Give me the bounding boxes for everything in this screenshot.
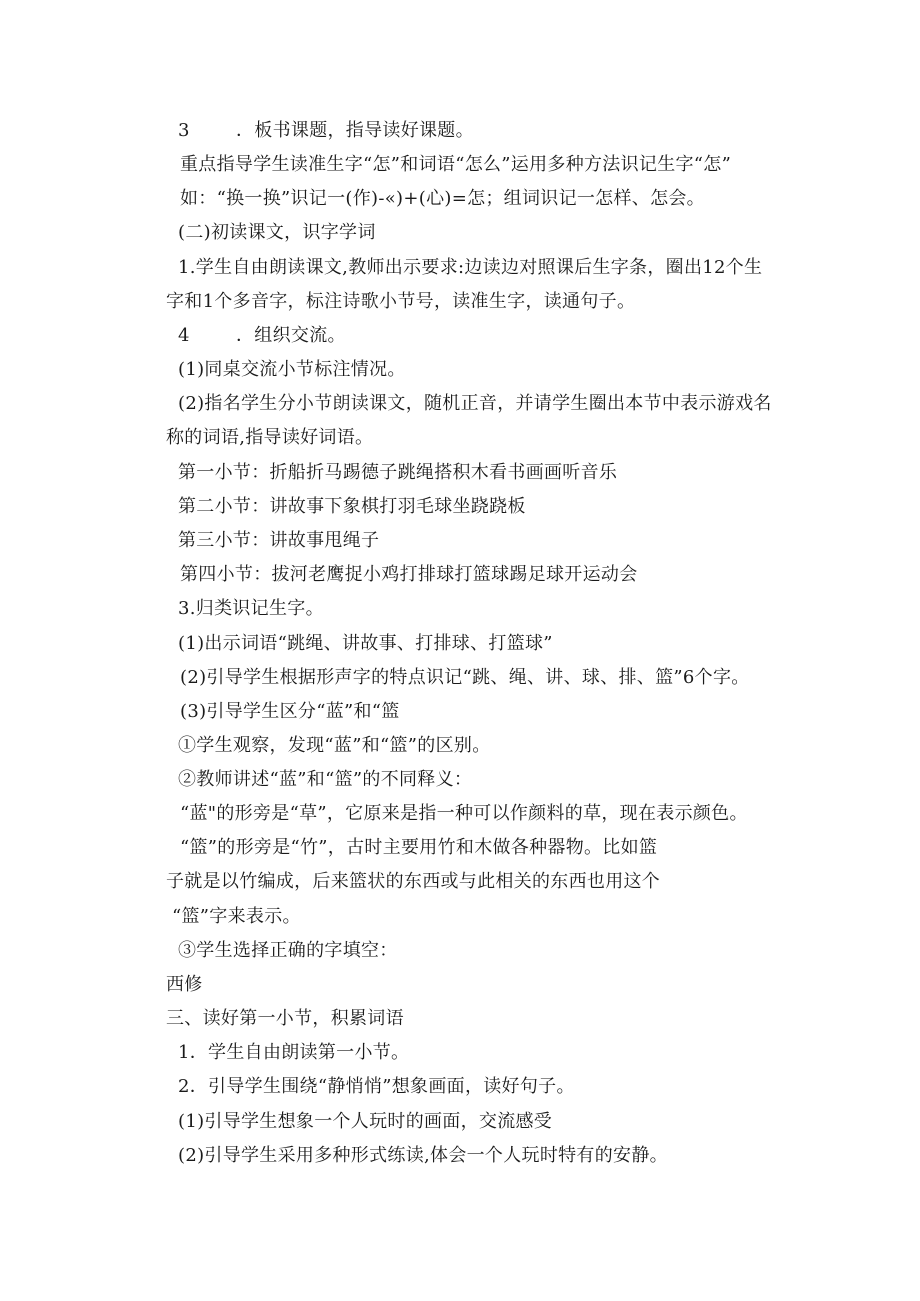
list-item: ②教师讲述“蓝”和“篮”的不同释义： [178, 769, 473, 790]
paragraph-line: 1.学生自由朗读课文,教师出示要求:边读边对照课后生字条，圈出12个生 [178, 257, 763, 278]
paragraph-line: 称的词语,指导读好词语。 [166, 427, 374, 448]
paragraph-line: “篮”的形旁是“竹”，古时主要用竹和木做各种器物。比如篮 [180, 837, 658, 858]
item-number: 4 [178, 325, 190, 346]
list-item: 第二小节：讲故事下象棋打羽毛球坐跷跷板 [178, 496, 526, 517]
list-item: (3)引导学生区分“蓝”和“篮 [180, 701, 400, 722]
section-heading: 3.归类识记生字。 [178, 598, 324, 619]
paragraph-line: 如：“换一换”识记一(作)-«)+(心)=怎；组词识记一怎样、怎会。 [180, 188, 705, 209]
paragraph-line: 子就是以竹编成，后来篮状的东西或与此相关的东西也用这个 [166, 871, 661, 892]
paragraph-line: 西修 [166, 974, 203, 995]
section-heading: 三、读好第一小节，积累词语 [166, 1008, 404, 1029]
list-item: (2)引导学生采用多种形式练读,体会一个人玩时特有的安静。 [178, 1145, 668, 1166]
list-item: 2．引导学生围绕“静悄悄”想象画面，读好句子。 [178, 1076, 575, 1097]
list-item: ①学生观察，发现“蓝”和“篮”的区别。 [178, 735, 491, 756]
line-text: ．组织交流。 [236, 325, 346, 346]
paragraph-line: 字和1个多音字，标注诗歌小节号，读准生字，读通句子。 [166, 291, 636, 312]
list-item: 第一小节：折船折马踢德子跳绳搭积木看书画画听音乐 [178, 462, 618, 483]
list-item: (1)同桌交流小节标注情况。 [178, 359, 406, 380]
paragraph-line: “篮”字来表示。 [172, 906, 301, 927]
paragraph-line: 重点指导学生读准生字“怎”和词语“怎么”运用多种方法识记生字“怎” [180, 154, 732, 175]
list-item: ③学生选择正确的字填空： [178, 940, 398, 961]
list-item: (1)引导学生想象一个人玩时的画面，交流感受 [178, 1111, 553, 1132]
paragraph-line: “蓝"的形旁是“草”，它原来是指一种可以作颜料的草，现在表示颜色。 [180, 803, 748, 824]
item-number: 3 [178, 120, 190, 141]
section-heading-4 [178, 324, 346, 348]
line-text: ．板书课题，指导读好课题。 [236, 120, 474, 141]
list-item: (2)引导学生根据形声字的特点识记“跳、绳、讲、球、排、篮”6个字。 [180, 667, 750, 688]
list-item: (1)出示词语“跳绳、讲故事、打排球、打篮球” [178, 633, 553, 654]
section-heading-3 [178, 119, 474, 143]
list-item: 第四小节：拔河老鹰捉小鸡打排球打篮球踢足球开运动会 [180, 564, 638, 585]
list-item: 1．学生自由朗读第一小节。 [178, 1042, 410, 1063]
list-item: 第三小节：讲故事甩绳子 [178, 530, 380, 551]
list-item: (2)指名学生分小节朗读课文，随机正音，并请学生圈出本节中表示游戏名 [178, 393, 772, 414]
section-heading: (二)初读课文，识字学词 [178, 222, 376, 243]
